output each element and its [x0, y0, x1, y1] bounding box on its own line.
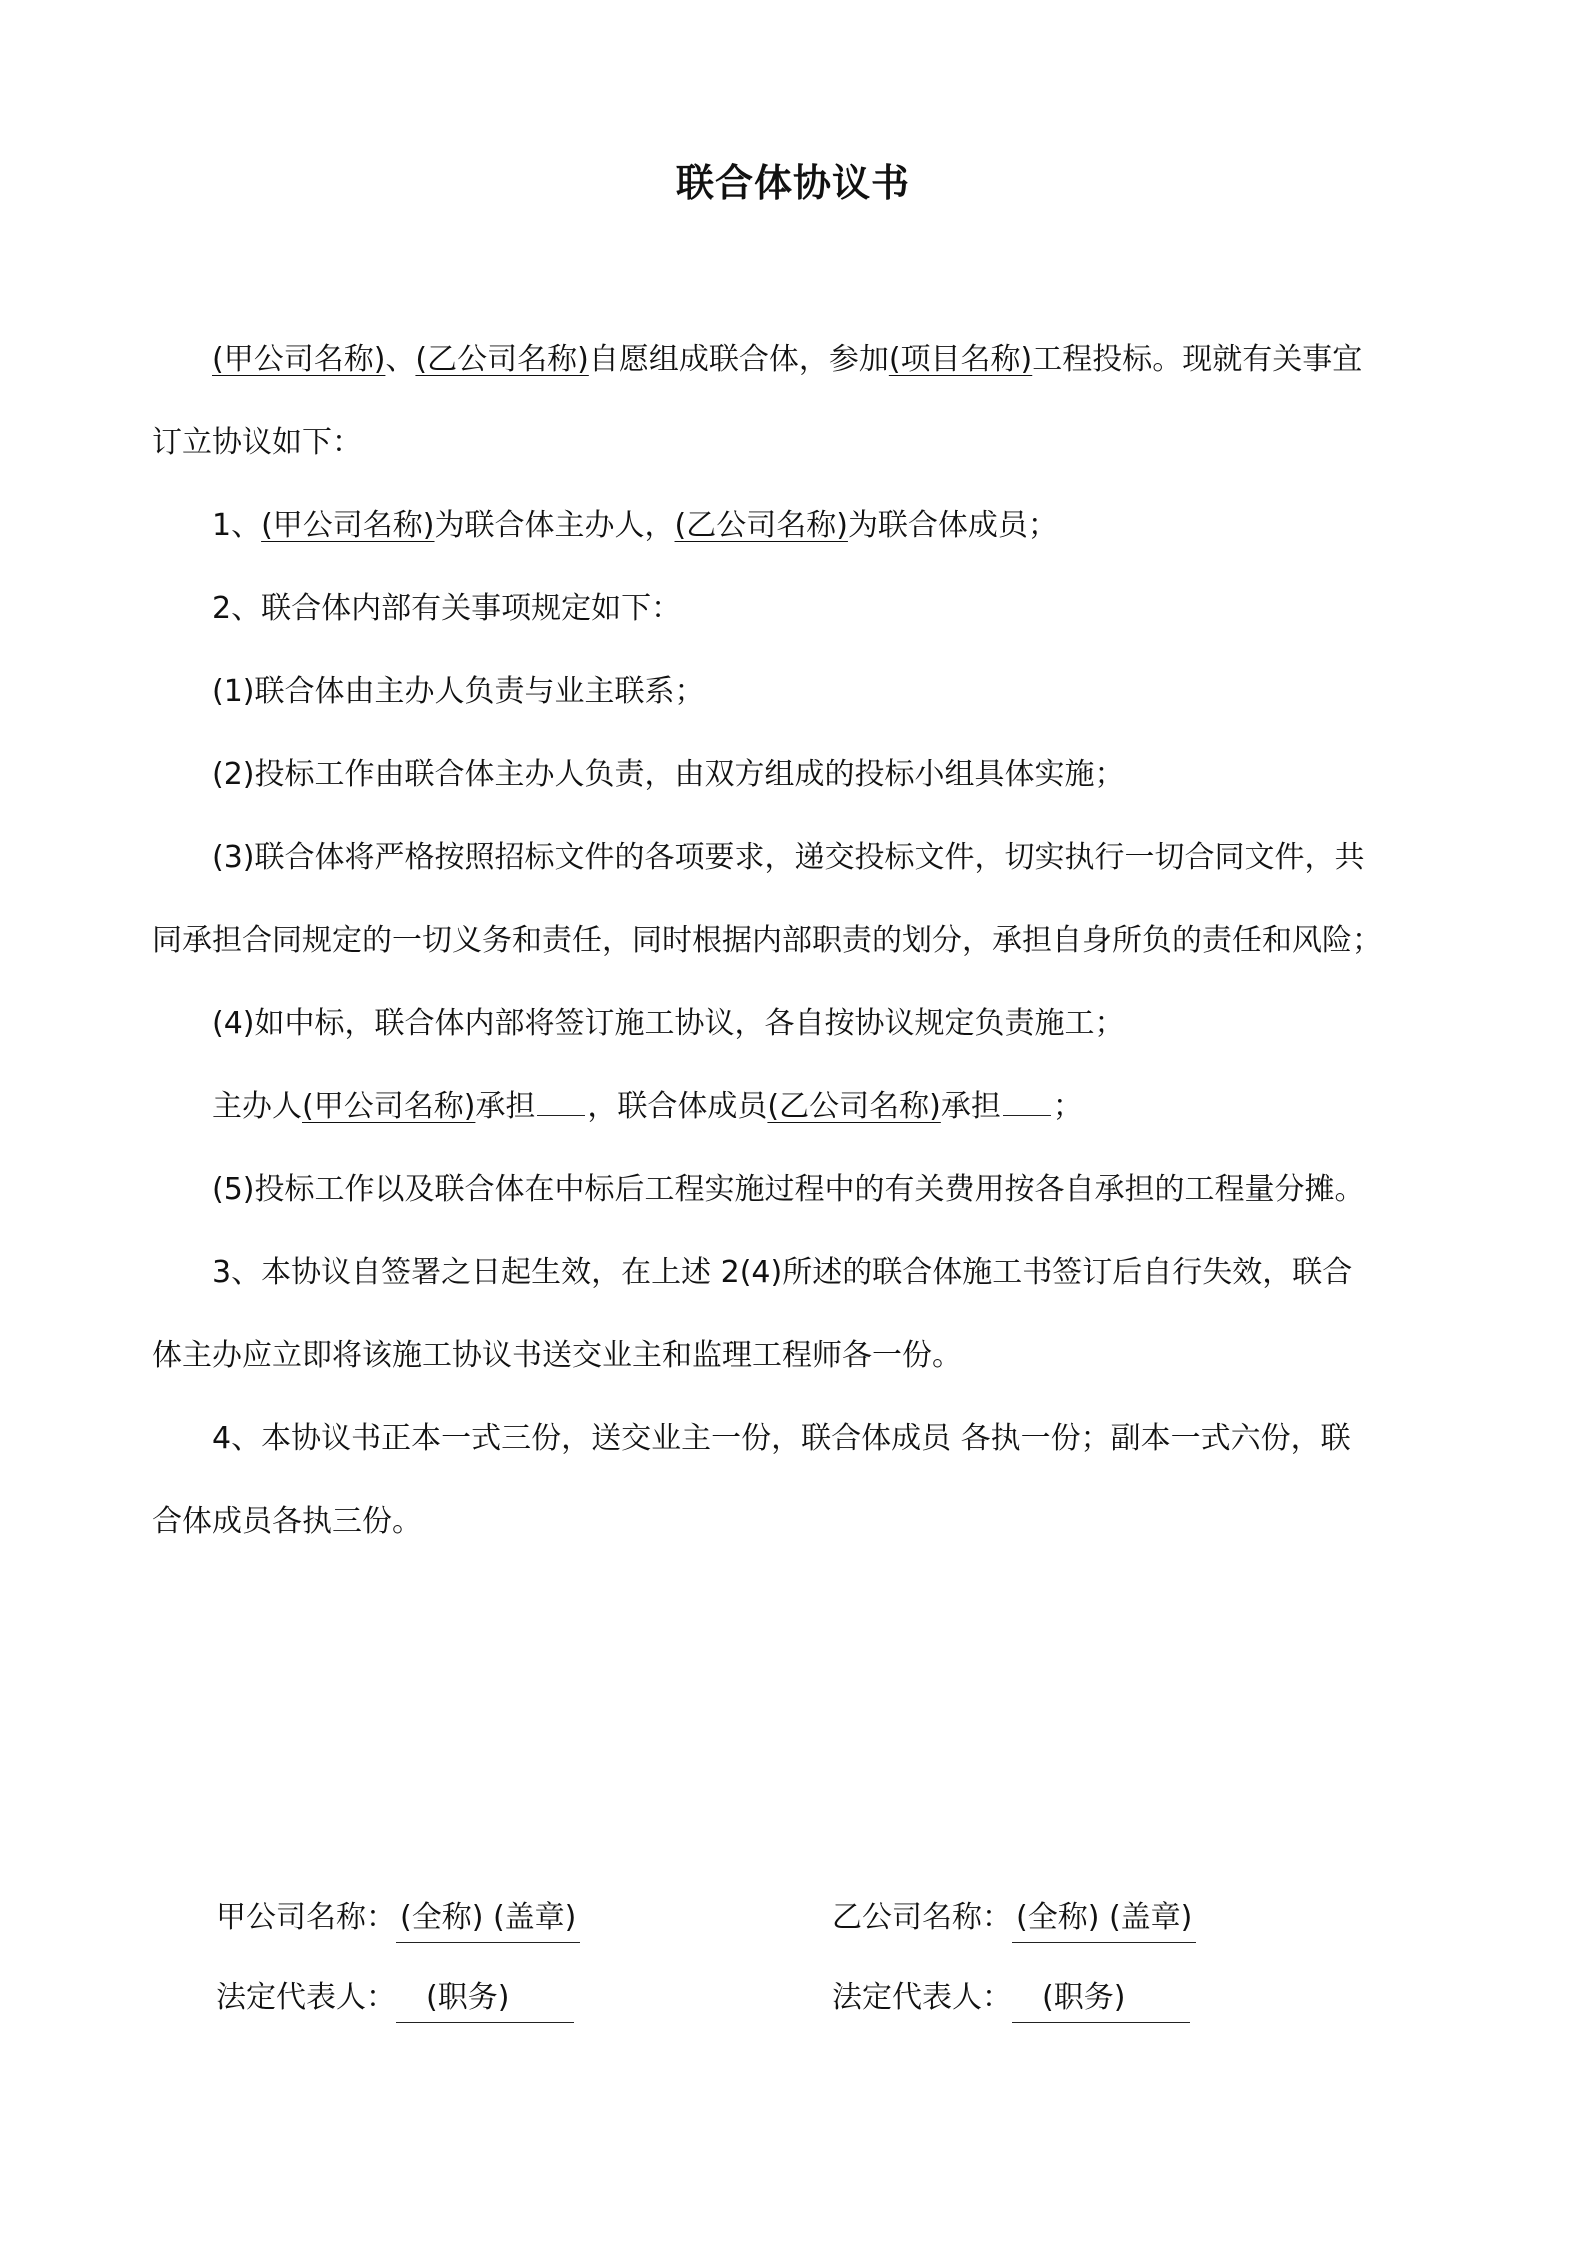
intro-text: 自愿组成联合体，参加: [588, 342, 889, 377]
clause-2-item-5: (5)投标工作以及联合体在中标后工程实施过程中的有关费用按各自承担的工程量分摊。: [212, 1172, 1365, 1207]
clause-1-number: 1、: [212, 508, 262, 543]
clause-1-text: 为联合体主办人，: [434, 508, 675, 543]
signature-b-name-value: (全称) (盖章): [1012, 1898, 1196, 1943]
clause-1: [152, 484, 1444, 567]
lead-label: 主办人: [212, 1089, 302, 1124]
document-title: 联合体协议书: [675, 161, 910, 205]
share-blank-a: [537, 1085, 585, 1116]
undertake-label: 承担: [475, 1089, 536, 1124]
intro-paragraph: [152, 318, 1444, 401]
signature-a-name-value: (全称) (盖章): [396, 1898, 580, 1943]
company-a-placeholder: (甲公司名称): [212, 342, 386, 377]
clause-1-text-2: 为联合体成员；: [847, 508, 1058, 543]
intro-text-2: 工程投标。现就有关事宜: [1032, 342, 1363, 377]
share-end: ；: [1052, 1089, 1083, 1124]
signature-b-rep-label: 法定代表人：: [832, 1980, 1012, 2015]
clause-3-cont: 体主办应立即将该施工协议书送交业主和监理工程师各一份。: [152, 1338, 962, 1373]
signature-b-rep: [832, 1978, 1190, 2023]
share-line: [152, 1065, 1444, 1148]
signature-a-name-label: 甲公司名称：: [216, 1900, 396, 1935]
clause-2-item-2: (2)投标工作由联合体主办人负责，由双方组成的投标小组具体实施；: [212, 757, 1125, 792]
signature-a-rep-label: 法定代表人：: [216, 1980, 396, 2015]
signature-b-name: [832, 1898, 1196, 1943]
undertake-label-2: 承担: [940, 1089, 1001, 1124]
clause-2-item-3: (3)联合体将严格按照招标文件的各项要求，递交投标文件，切实执行一切合同文件，共: [212, 840, 1365, 875]
intro-line-2: 订立协议如下：: [152, 425, 362, 460]
clause-2-item-3-cont: 同承担合同规定的一切义务和责任，同时根据内部职责的划分，承担自身所负的责任和风险；: [152, 923, 1382, 958]
signature-b-name-label: 乙公司名称：: [832, 1900, 1012, 1935]
clause-3: 3、本协议自签署之日起生效，在上述 2(4)所述的联合体施工书签订后自行失效，联合: [212, 1255, 1353, 1290]
signature-a-name: [216, 1898, 580, 1943]
clause-2-item-4: (4)如中标，联合体内部将签订施工协议，各自按协议规定负责施工；: [212, 1006, 1125, 1041]
clause-2-item-1: (1)联合体由主办人负责与业主联系；: [212, 674, 705, 709]
intro-separator: 、: [385, 342, 416, 377]
signature-a-rep: [216, 1978, 574, 2023]
clause-4-cont: 合体成员各执三份。: [152, 1504, 422, 1539]
company-b-placeholder: (乙公司名称): [767, 1089, 941, 1124]
company-a-placeholder: (甲公司名称): [261, 508, 435, 543]
signature-b-rep-value: (职务): [1012, 1978, 1190, 2023]
signature-a-rep-value: (职务): [396, 1978, 574, 2023]
member-label: ，联合体成员: [587, 1089, 768, 1124]
clause-2-heading: 2、联合体内部有关事项规定如下：: [212, 591, 682, 626]
document-body: [152, 318, 1444, 1563]
company-a-placeholder: (甲公司名称): [302, 1089, 476, 1124]
clause-4: 4、本协议书正本一式三份，送交业主一份，联合体成员 各执一份；副本一式六份，联: [212, 1421, 1351, 1456]
project-placeholder: (项目名称): [888, 342, 1033, 377]
company-b-placeholder: (乙公司名称): [415, 342, 589, 377]
share-blank-b: [1003, 1085, 1051, 1116]
company-b-placeholder: (乙公司名称): [674, 508, 848, 543]
